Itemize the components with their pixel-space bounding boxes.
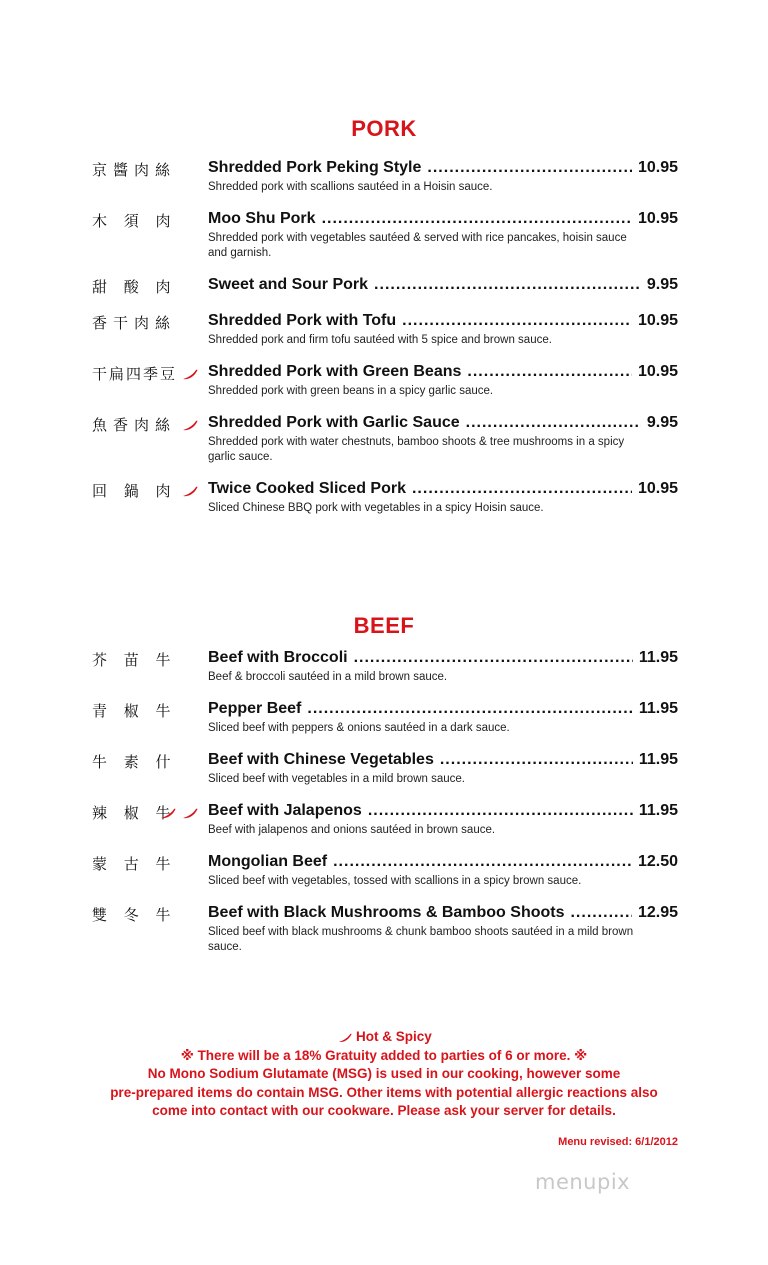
chinese-name: 香干肉絲	[92, 314, 177, 332]
chinese-name: 青 椒 牛	[92, 702, 177, 720]
item-price: 11.95	[638, 700, 678, 717]
item-line	[208, 276, 678, 294]
dot-leader	[322, 210, 632, 228]
dot-leader	[467, 363, 632, 381]
section-title-beef: BEEF	[353, 613, 415, 638]
item-price: 10.95	[637, 480, 678, 497]
item-line	[208, 853, 678, 871]
item-price: 10.95	[637, 210, 678, 227]
item-description: Sliced beef with vegetables in a mild brown sauce.	[208, 773, 465, 785]
hot-spicy-icon	[182, 484, 198, 502]
item-price: 11.95	[638, 751, 678, 768]
item-line	[208, 210, 678, 228]
item-name: Beef with Black Mushrooms & Bamboo Shoots	[208, 904, 565, 921]
legend-label: Hot & Spicy	[356, 1029, 432, 1044]
section-title-pork: PORK	[351, 116, 417, 141]
item-name: Pepper Beef	[208, 700, 302, 717]
item-description: Sliced beef with vegetables, tossed with scallions in a spicy brown sauce.	[208, 875, 582, 887]
item-description: Sliced beef with peppers & onions sautéed in a dark sauce.	[208, 722, 510, 734]
item-description: Shredded pork with scallions sautéed in a Hoisin sauce.	[208, 181, 493, 193]
hot-spicy-icon	[338, 1032, 352, 1043]
item-price: 10.95	[637, 159, 678, 176]
item-description: Shredded pork with water chestnuts, bamboo shoots & tree mushrooms in a spicy garlic sauce.	[208, 436, 625, 463]
dot-leader	[333, 853, 632, 871]
item-price: 12.50	[637, 853, 678, 870]
chinese-name: 蒙 古 牛	[92, 855, 177, 873]
item-name: Beef with Jalapenos	[208, 802, 362, 819]
item-line	[208, 480, 678, 498]
item-name: Sweet and Sour Pork	[208, 276, 369, 293]
item-price: 9.95	[646, 414, 678, 431]
item-price: 9.95	[646, 276, 678, 293]
menu-notes	[0, 1028, 768, 1121]
dot-leader	[466, 414, 641, 432]
chinese-name: 魚香肉絲	[92, 416, 177, 434]
msg-note-line: come into contact with our cookware. Please ask your server for details.	[152, 1103, 616, 1118]
item-price: 10.95	[637, 312, 678, 329]
chinese-name: 干扁四季豆	[92, 365, 178, 383]
dot-leader	[402, 312, 632, 330]
item-price: 12.95	[637, 904, 678, 921]
dot-leader	[354, 649, 633, 667]
chinese-name: 木 須 肉	[92, 212, 177, 230]
dot-leader	[368, 802, 633, 820]
item-description: Beef & broccoli sautéed in a mild brown sauce.	[208, 671, 448, 683]
chinese-name: 雙 冬 牛	[92, 906, 177, 924]
item-name: Beef with Chinese Vegetables	[208, 751, 434, 768]
msg-note-line: No Mono Sodium Glutamate (MSG) is used in our cooking, however some	[147, 1066, 621, 1081]
item-line	[208, 751, 678, 769]
dot-leader	[440, 751, 633, 769]
hot-spicy-icon	[182, 367, 198, 385]
item-name: Twice Cooked Sliced Pork	[208, 480, 406, 497]
item-description: Sliced beef with black mushrooms & chunk bamboo shoots sautéed in a mild brown sauce.	[208, 926, 634, 953]
item-line	[208, 802, 678, 820]
item-name: Beef with Broccoli	[208, 649, 348, 666]
item-name: Shredded Pork with Green Beans	[208, 363, 462, 380]
item-line	[208, 700, 678, 718]
item-description: Shredded pork and firm tofu sautéed with 5 spice and brown sauce.	[208, 334, 552, 346]
item-line	[208, 363, 678, 381]
hot-spicy-icon	[182, 418, 198, 436]
dot-leader	[307, 700, 632, 718]
gratuity-note: ※ There will be a 18% Gratuity added to parties of 6 or more. ※	[180, 1047, 588, 1063]
item-description: Shredded pork with vegetables sautéed & served with rice pancakes, hoisin sauce and garnish.	[208, 232, 627, 259]
chinese-name: 回 鍋 肉	[92, 482, 177, 500]
item-name: Mongolian Beef	[208, 853, 328, 870]
item-name: Shredded Pork with Tofu	[208, 312, 397, 329]
hot-spicy-icon	[182, 806, 198, 824]
item-line	[208, 159, 678, 177]
menu-revised-date: Menu revised: 6/1/2012	[558, 1136, 678, 1148]
item-description: Shredded pork with green beans in a spicy garlic sauce.	[208, 385, 494, 397]
chinese-name: 辣 椒 牛	[92, 804, 177, 822]
item-line	[208, 312, 678, 330]
item-line	[208, 649, 678, 667]
item-price: 11.95	[638, 802, 678, 819]
hot-spicy-icon	[160, 806, 176, 824]
legend-hot-spicy	[0, 1028, 768, 1047]
item-line	[208, 904, 678, 922]
item-name: Moo Shu Pork	[208, 210, 316, 227]
chinese-name: 芥 苗 牛	[92, 651, 177, 669]
item-line	[208, 414, 678, 432]
dot-leader	[412, 480, 632, 498]
item-description: Sliced Chinese BBQ pork with vegetables in a spicy Hoisin sauce.	[208, 502, 544, 514]
msg-note-line: pre-prepared items do contain MSG. Other items with potential allergic reactions also	[110, 1084, 658, 1100]
chinese-name: 甜 酸 肉	[92, 278, 177, 296]
dot-leader	[427, 159, 632, 177]
item-price: 10.95	[637, 363, 678, 380]
item-description: Beef with jalapenos and onions sautéed in brown sauce.	[208, 824, 496, 836]
chinese-name: 京醬肉絲	[92, 161, 177, 179]
item-name: Shredded Pork Peking Style	[208, 159, 422, 176]
dot-leader	[374, 276, 641, 294]
item-price: 11.95	[638, 649, 678, 666]
item-name: Shredded Pork with Garlic Sauce	[208, 414, 460, 431]
dot-leader	[570, 904, 631, 922]
watermark: menupix	[535, 1170, 631, 1194]
chinese-name: 牛 素 什	[92, 753, 177, 771]
